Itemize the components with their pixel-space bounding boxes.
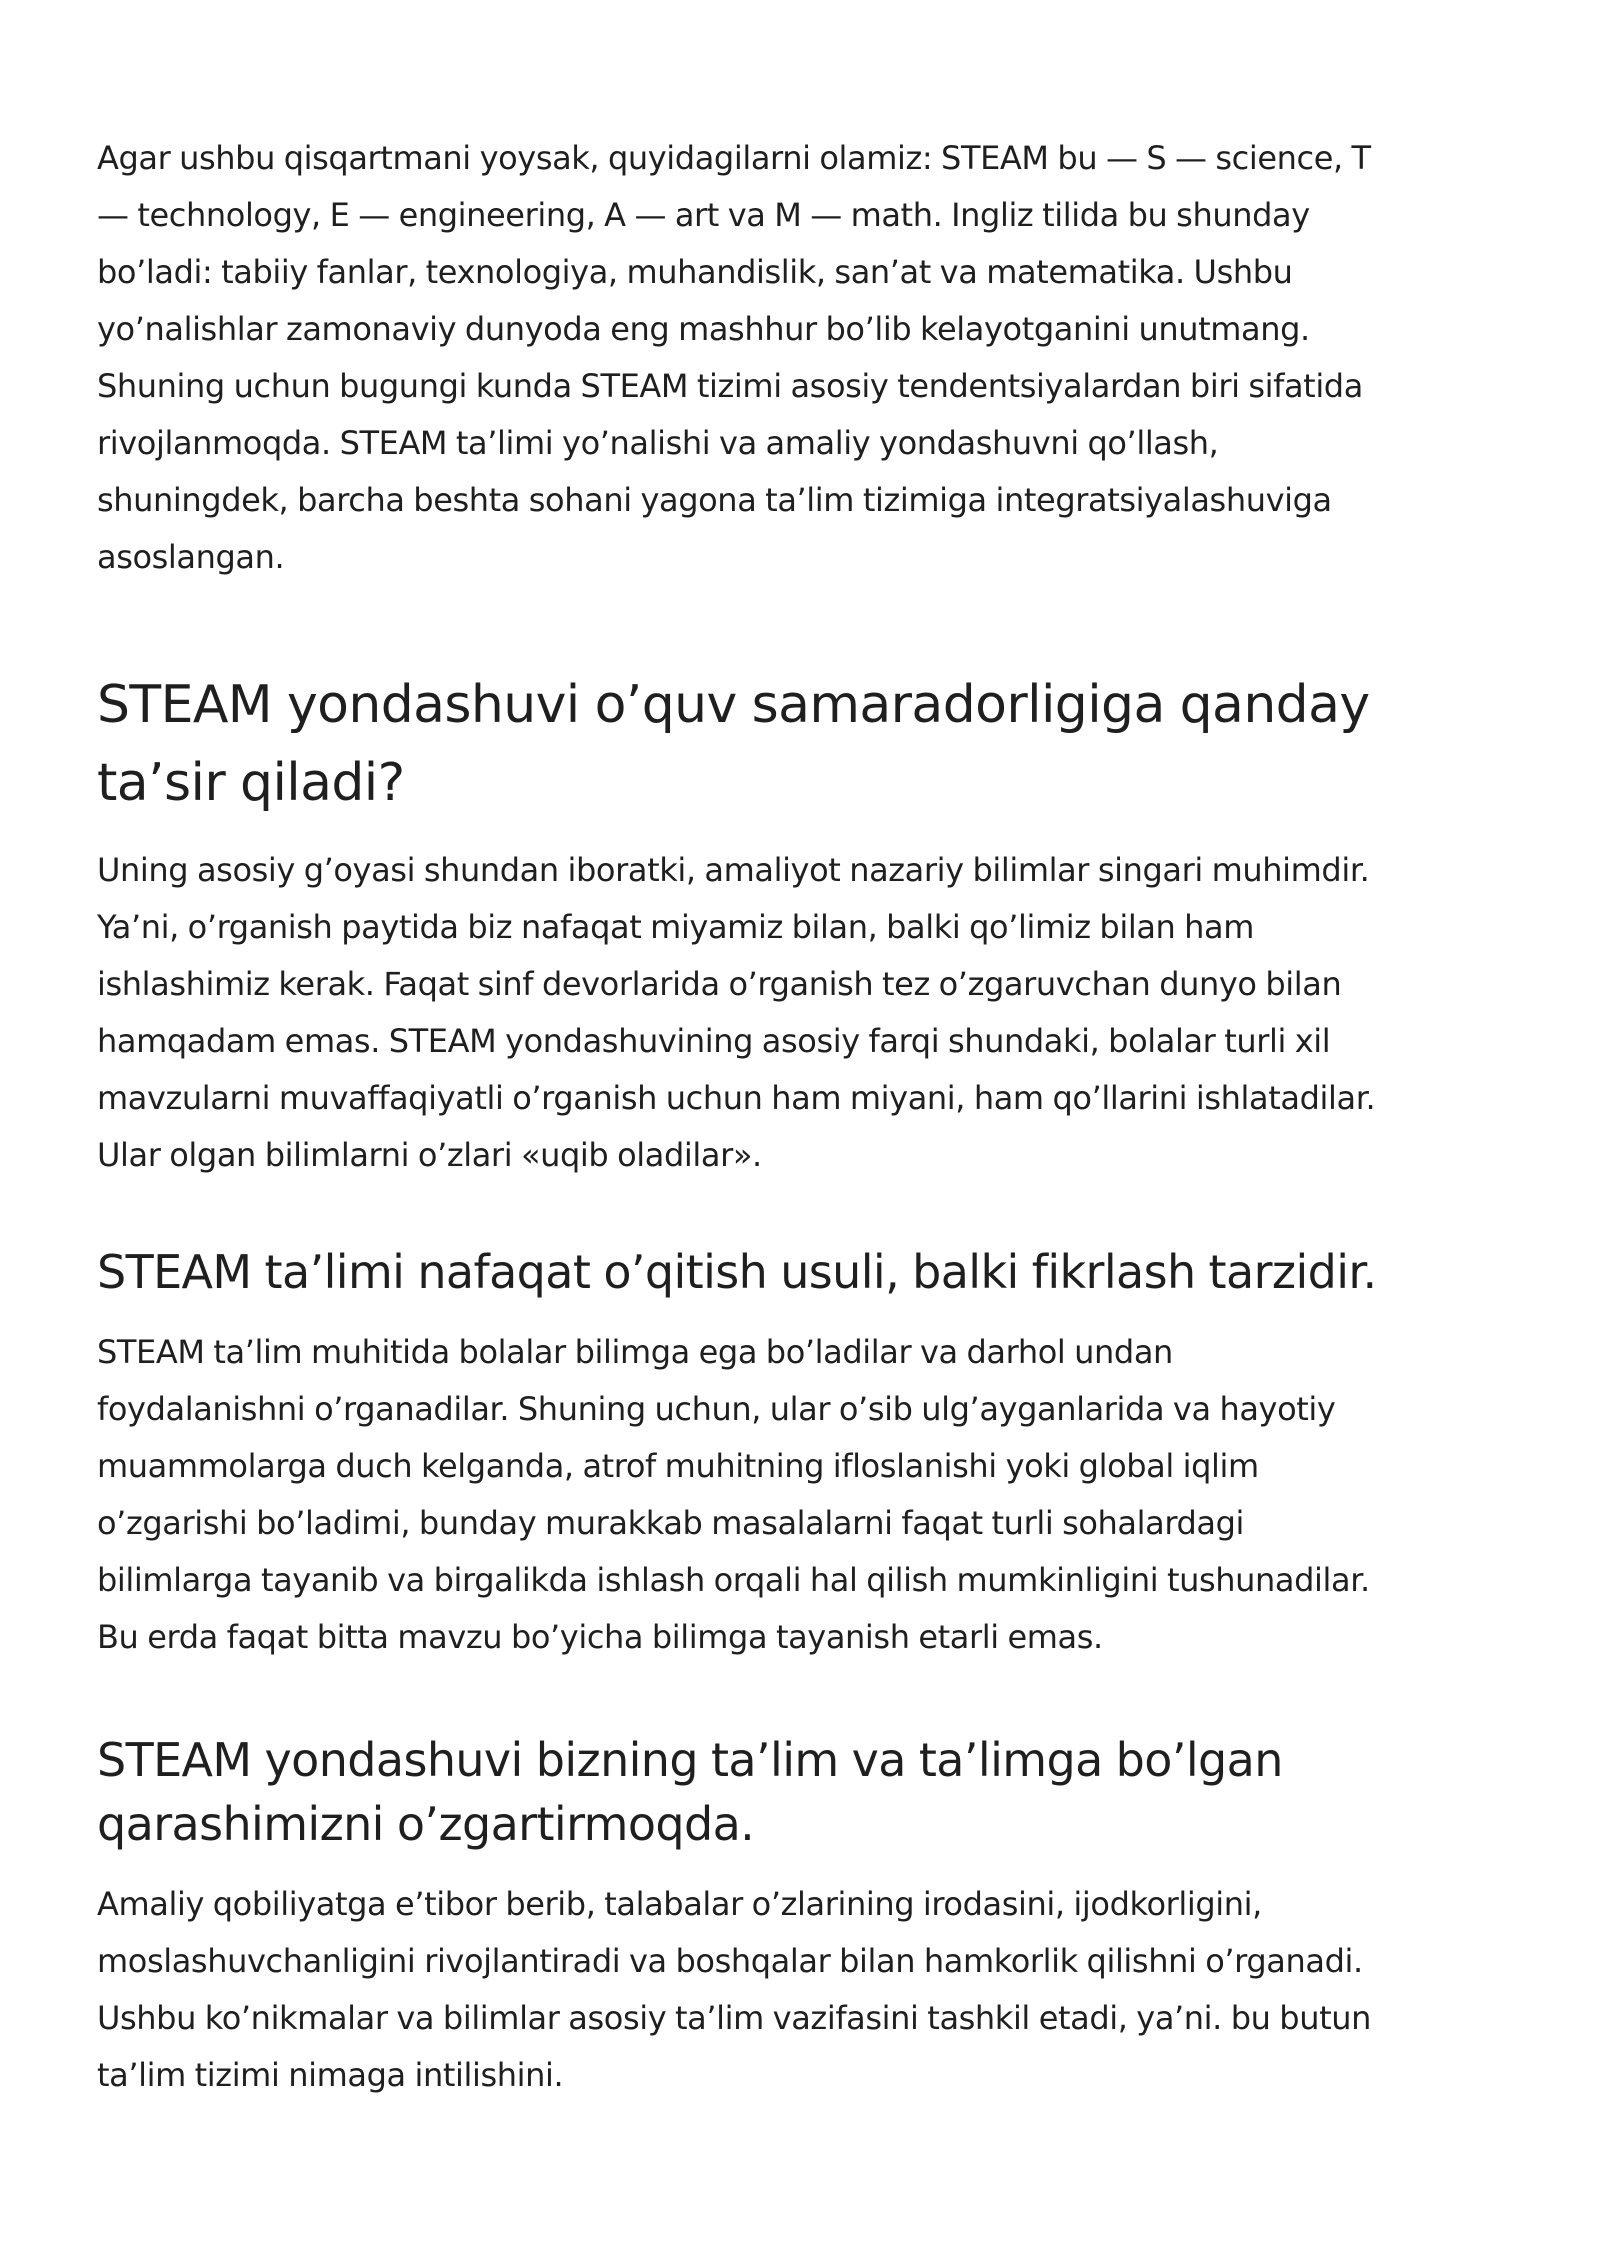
thinking-paragraph: STEAM ta’lim muhitida bolalar bilimga ega bo’ladilar va darhol undan foydalanishni o’rganadilar. Shuning uchun, ular o’sib ulg’ayganlarida va hayotiy muammolarga duch kelganda, atrof muhitning ifloslanishi yoki global iqlim o’zgarishi bo’ladimi, bunday murakkab masalalarni faqat turli sohalardagi bilimlarga tayanib va birgalikda ishlash orqali hal qilish mumkinligini tushunadilar. Bu erda faqat bitta mavzu bo’yicha bilimga tayanish etarli emas.: [97, 1333, 1370, 1656]
changing-view-paragraph: Amaliy qobiliyatga e’tibor berib, talabalar o’zlarining irodasini, ijodkorligini, moslashuvchanligini rivojlantiradi va boshqalar bilan hamkorlik qilishni o’rganadi. Ushbu ko’nikmalar va bilimlar asosiy ta’lim vazifasini tashkil etadi, ya’ni. bu butun ta’lim tizimi nimaga intilishini.: [97, 1885, 1371, 2094]
section-heading-effectiveness: STEAM yondashuvi o’quv samaradorligiga qanday ta’sir qiladi?: [97, 675, 1370, 813]
intro-paragraph: Agar ushbu qisqartmani yoysak, quyidagilarni olamiz: STEAM bu — S — science, T — technology, E — engineering, A — art va M — math. Ingliz tilida bu shunday bo’ladi: tabiiy fanlar, texnologiya, muhandislik, san’at va matematika. Ushbu yo’nalishlar zamonaviy dunyoda eng mashhur bo’lib kelayotganini unutmang. Shuning uchun bugungi kunda STEAM tizimi asosiy tendentsiyalardan biri sifatida rivojlanmoqda. STEAM ta’limi yo’nalishi va amaliy yondashuvni qo’llash, shuningdek, barcha beshta sohani yagona ta’lim tizimiga integratsiyalashuviga asoslangan.: [97, 139, 1371, 576]
section-heading-thinking: STEAM ta’limi nafaqat o’qitish usuli, balki fikrlash tarzidir.: [97, 1245, 1377, 1299]
document-page: [97, 130, 1517, 2104]
section-heading-changing-view: STEAM yondashuvi bizning ta’lim va ta’limga bo’lgan qarashimizni o’zgartirmoqda.: [97, 1733, 1283, 1851]
effectiveness-paragraph: Uning asosiy g’oyasi shundan iboratki, amaliyot nazariy bilimlar singari muhimdir. Ya’ni, o’rganish paytida biz nafaqat miyamiz bilan, balki qo’limiz bilan ham ishlashimiz kerak. Faqat sinf devorlarida o’rganish tez o’zgaruvchan dunyo bilan hamqadam emas. STEAM yondashuvining asosiy farqi shundaki, bolalar turli xil mavzularni muvaffaqiyatli o’rganish uchun ham miyani, ham qo’llarini ishlatadilar. Ular olgan bilimlarni o’zlari «uqib oladilar».: [97, 851, 1376, 1174]
